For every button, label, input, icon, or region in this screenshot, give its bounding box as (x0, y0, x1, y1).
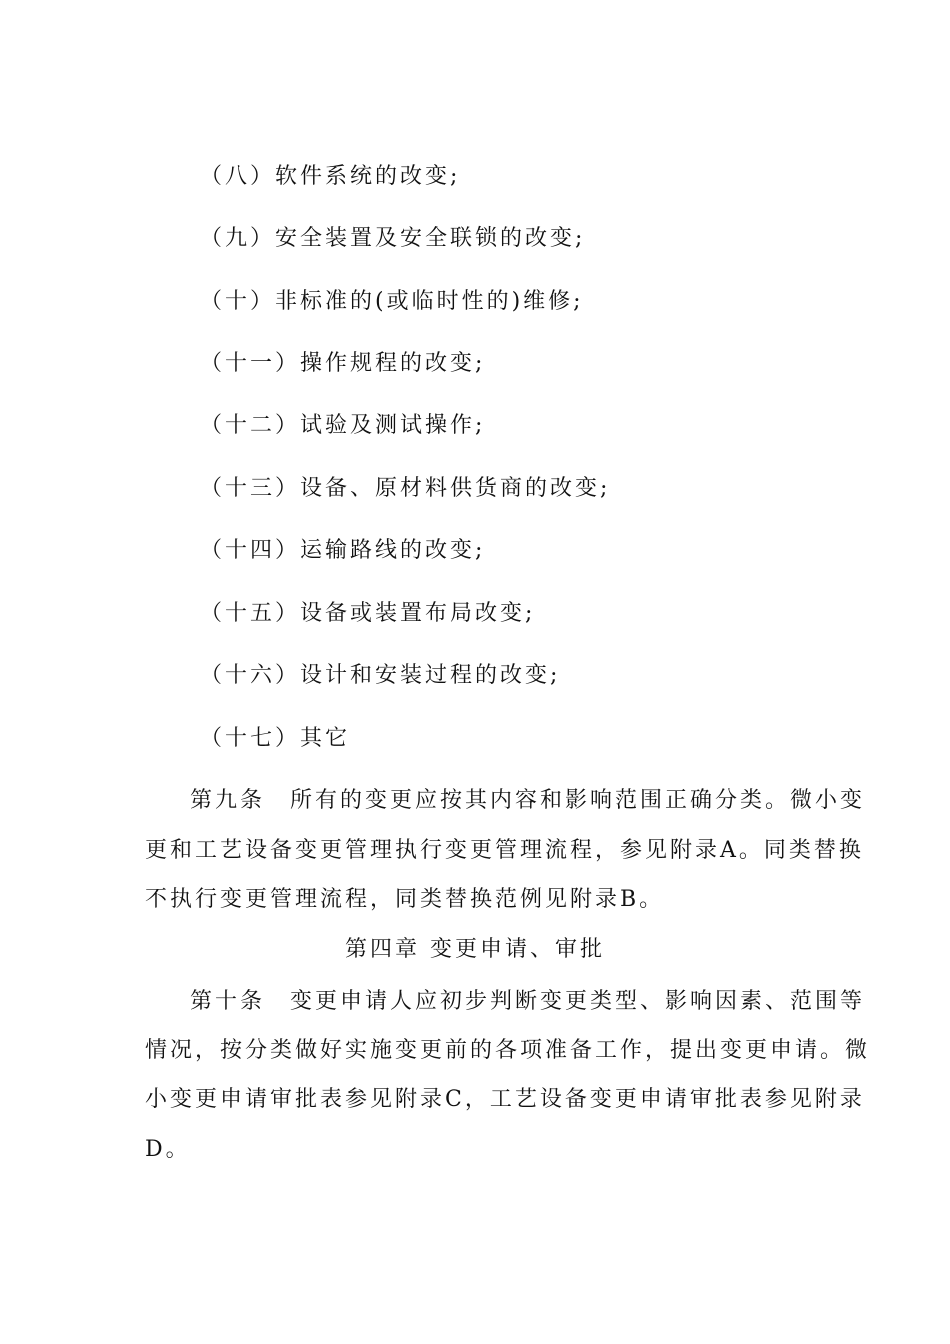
list-item-15: （十五）设备或装置布局改变; (200, 601, 536, 626)
article-9-line-2: 更和工艺设备变更管理执行变更管理流程，参见附录A。同类替换 (145, 838, 864, 863)
chapter-heading: 第四章 变更申请、审批 (345, 937, 605, 962)
list-item-11: （十一）操作规程的改变; (200, 351, 486, 376)
list-item-13: （十三）设备、原材料供货商的改变; (200, 476, 611, 501)
list-item-17: （十七）其它 (200, 726, 351, 751)
list-item-8: （八）软件系统的改变; (200, 164, 461, 189)
list-item-9: （九）安全装置及安全联锁的改变; (200, 226, 586, 251)
article-10-line-1: 第十条 变更申请人应初步判断变更类型、影响因素、范围等 (190, 989, 866, 1014)
article-10-line-4: D。 (145, 1137, 191, 1162)
article-10-line-2: 情况，按分类做好实施变更前的各项准备工作，提出变更申请。微 (145, 1038, 871, 1063)
list-item-10: （十）非标准的(或临时性的)维修; (200, 289, 584, 314)
article-10-line-3: 小变更申请审批表参见附录C，工艺设备变更申请审批表参见附录 (145, 1087, 865, 1112)
list-item-16: （十六）设计和安装过程的改变; (200, 663, 561, 688)
list-item-12: （十二）试验及测试操作; (200, 413, 486, 438)
article-9-line-3: 不执行变更管理流程，同类替换范例见附录B。 (145, 887, 665, 912)
list-item-14: （十四）运输路线的改变; (200, 538, 486, 563)
article-9-line-1: 第九条 所有的变更应按其内容和影响范围正确分类。微小变 (190, 788, 866, 813)
